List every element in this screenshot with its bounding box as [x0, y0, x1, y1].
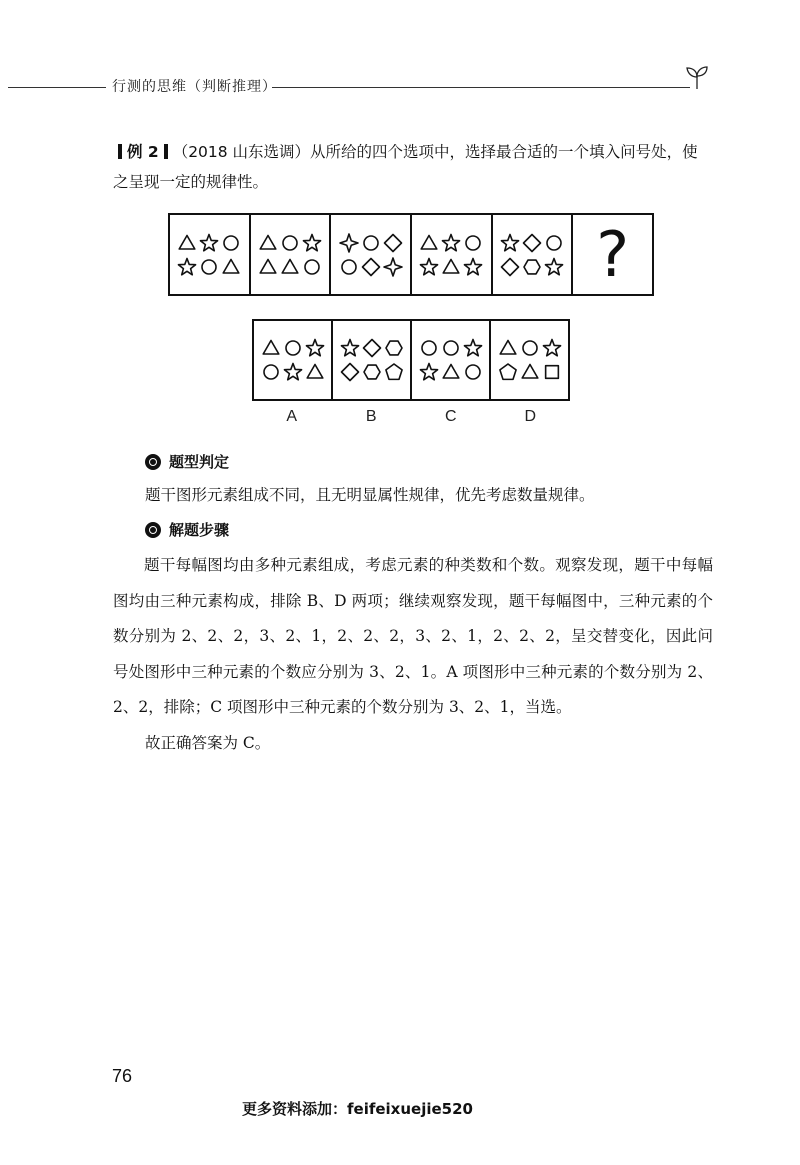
- sprout-icon: [684, 64, 710, 90]
- example-question: [113, 137, 713, 197]
- hexagon-shape: [386, 341, 402, 355]
- circle-shape: [342, 260, 356, 274]
- star-shape: [443, 234, 460, 250]
- diamond-shape: [384, 234, 401, 251]
- triangle-shape: [260, 235, 276, 249]
- circle-shape: [444, 341, 458, 355]
- puzzle-figure-1: [170, 215, 251, 294]
- star-shape: [464, 340, 481, 356]
- circle-shape: [466, 365, 480, 379]
- triangle-shape: [307, 365, 323, 379]
- sparkle-shape: [340, 234, 358, 252]
- star-shape: [284, 364, 301, 380]
- shape-grid: [257, 230, 323, 280]
- page-number: 76: [112, 1066, 133, 1086]
- triangle-shape: [500, 341, 516, 355]
- star-shape: [179, 258, 196, 274]
- pentagon-shape: [385, 364, 401, 379]
- triangle-shape: [224, 259, 240, 273]
- option-label-a: A: [286, 408, 298, 425]
- triangle-shape: [260, 259, 276, 273]
- shape-grid: [418, 335, 484, 385]
- circle-shape: [224, 236, 238, 250]
- star-shape: [545, 258, 562, 274]
- star-shape: [465, 258, 482, 274]
- diamond-shape: [363, 340, 380, 357]
- circle-shape: [547, 236, 561, 250]
- puzzle-figure-4: [412, 215, 493, 294]
- triangle-shape: [282, 259, 298, 273]
- option-labels: [252, 408, 570, 426]
- type-section-text: 题干图形元素组成不同，且无明显属性规律，优先考虑数量规律。: [145, 486, 595, 504]
- square-shape: [545, 366, 558, 379]
- option-figure-b[interactable]: [333, 321, 412, 399]
- circle-shape: [523, 341, 537, 355]
- example-text: （2018 山东选调）从所给的四个选项中，选择最合适的一个填入问号处，使之呈现一定的规律性。: [113, 143, 698, 191]
- circle-shape: [466, 236, 480, 250]
- shape-grid: [260, 335, 326, 385]
- star-shape: [501, 234, 518, 250]
- diamond-shape: [362, 258, 379, 275]
- option-label-d: D: [524, 408, 537, 425]
- hexagon-shape: [524, 260, 540, 274]
- running-header: [0, 70, 800, 100]
- option-label-c: C: [444, 408, 457, 425]
- circle-shape: [305, 260, 319, 274]
- shape-grid: [499, 230, 565, 280]
- steps-section-text: 题干每幅图均由多种元素组成，考虑元素的种类数和个数。观察发现，题干中每幅图均由三种元素构成，排除 B、D 两项；继续观察发现，题干每幅图中，三种元素的个数分别为 2、2、2，3、2、1，2、2、2，3、2、1，2、2、2，呈交替变化，因此问号处图形中三种元素的个数应分别为 3、2、1。A 项图形中三种元素的个数分别为 2、2、2，排除；C 项图形中三种元素的个数分别为 3、2、1，当选。: [113, 556, 713, 716]
- star-shape: [341, 340, 358, 356]
- circle-shape: [286, 341, 300, 355]
- header-rule-left: [8, 87, 106, 88]
- star-shape: [543, 340, 560, 356]
- example-tag: 例 2: [127, 143, 159, 161]
- header-rule-right: [272, 87, 690, 88]
- circle-shape: [422, 341, 436, 355]
- sparkle-shape: [384, 258, 402, 276]
- circle-shape: [202, 260, 216, 274]
- triangle-shape: [444, 259, 460, 273]
- bullet-icon: [145, 454, 161, 470]
- question-mark: ?: [596, 217, 630, 291]
- option-label-b: B: [365, 408, 377, 425]
- question-mark-cell: [573, 215, 652, 294]
- circle-shape: [264, 365, 278, 379]
- puzzle-figure-5: [493, 215, 574, 294]
- shape-grid: [418, 230, 484, 280]
- star-shape: [420, 364, 437, 380]
- triangle-shape: [522, 365, 538, 379]
- triangle-shape: [422, 235, 438, 249]
- type-section-heading: [145, 451, 229, 472]
- diamond-shape: [341, 364, 358, 381]
- star-shape: [201, 234, 218, 250]
- triangle-shape: [263, 341, 279, 355]
- triangle-shape: [443, 365, 459, 379]
- shape-grid: [339, 335, 405, 385]
- circle-shape: [364, 236, 378, 250]
- star-shape: [421, 258, 438, 274]
- options-figure-row: [252, 319, 570, 401]
- shape-grid: [497, 335, 563, 385]
- diamond-shape: [524, 234, 541, 251]
- star-shape: [303, 234, 320, 250]
- diamond-shape: [502, 258, 519, 275]
- option-figure-a[interactable]: [254, 321, 333, 399]
- circle-shape: [283, 236, 297, 250]
- footer-note: 更多资料添加：feifeixuejie520: [242, 1100, 473, 1118]
- tag-bar-right: [164, 144, 168, 159]
- header-title: 行测的思维（判断推理）: [112, 79, 277, 95]
- puzzle-figure-3: [331, 215, 412, 294]
- star-shape: [306, 340, 323, 356]
- puzzle-figure-2: [251, 215, 332, 294]
- option-figure-d[interactable]: [491, 321, 568, 399]
- pentagon-shape: [499, 364, 515, 379]
- type-section-title: 题型判定: [169, 453, 230, 471]
- answer-text: 故正确答案为 C。: [145, 734, 271, 752]
- hexagon-shape: [364, 365, 380, 379]
- steps-section-title: 解题步骤: [169, 521, 230, 539]
- steps-section-heading: [145, 519, 229, 540]
- shape-grid: [176, 230, 242, 280]
- tag-bar-left: [118, 144, 122, 159]
- triangle-shape: [180, 235, 196, 249]
- bullet-icon: [145, 522, 161, 538]
- option-figure-c[interactable]: [412, 321, 491, 399]
- shape-grid: [338, 230, 404, 280]
- puzzle-figure-row: [168, 213, 654, 296]
